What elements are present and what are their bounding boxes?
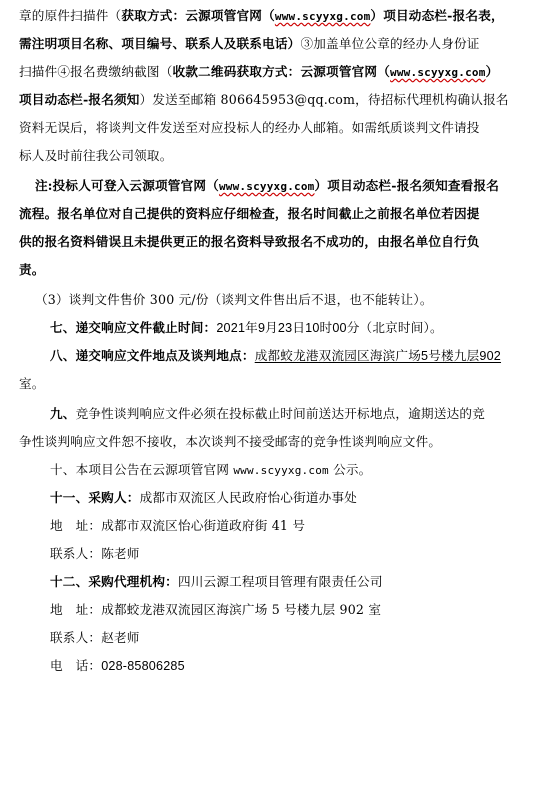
text-bold: ） xyxy=(485,64,499,79)
text: 公示。 xyxy=(328,462,372,477)
text-bold: ）项目动态栏-报名须知查看报名 xyxy=(314,178,500,193)
field-label: 电 话： xyxy=(50,658,102,673)
para1-line3 xyxy=(19,58,545,87)
section-12-phone xyxy=(50,652,557,680)
text: 争性谈判响应文件恕不接收，本次谈判不接受邮寄的竞争性谈判响应文件。 xyxy=(19,434,442,449)
field-label: 地 址： xyxy=(50,518,102,533)
para1-line4 xyxy=(19,86,545,114)
field-label: 地 址： xyxy=(50,602,102,617)
agency-name: 四川云源工程项目管理有限责任公司 xyxy=(177,574,383,589)
purchaser-address: 成都市双流区怡心街道政府街 41 号 xyxy=(101,518,306,533)
section-8-line2 xyxy=(19,370,545,398)
website-url[interactable]: www.scyyxg.com xyxy=(274,10,371,23)
text: （3）谈判文件售价 300 元/份（谈判文件售出后不退，也不能转让）。 xyxy=(35,292,433,307)
text-bold: 流程。报名单位对自己提供的资料应仔细检查，报名时间截止之前报名单位若因提 xyxy=(19,206,480,221)
para1-line2 xyxy=(19,30,545,58)
text: ）发送至邮箱 806645953@qq.com，待招标代理机构确认报名 xyxy=(139,92,509,107)
note-line2 xyxy=(19,200,545,228)
text: 标人及时前往我公司领取。 xyxy=(19,148,173,163)
text: 章的原件扫描件（ xyxy=(19,8,122,23)
section-7 xyxy=(50,314,557,342)
agency-address: 成都蛟龙港双流园区海滨广场 5 号楼九层 902 室 xyxy=(101,602,382,617)
section-label: 八、递交响应文件地点及谈判地点： xyxy=(50,348,255,363)
purchaser-name: 成都市双流区人民政府怡心街道办事处 xyxy=(139,490,358,505)
section-label: 九、 xyxy=(50,406,76,421)
text-bold: 项目动态栏-报名须知 xyxy=(19,92,140,107)
price-line xyxy=(35,286,557,314)
section-11 xyxy=(50,484,557,512)
section-12-contact xyxy=(50,624,557,652)
text: 十、本项目公告在云源项管官网 xyxy=(50,462,234,477)
section-label: 十二、采购代理机构： xyxy=(50,574,178,589)
field-label: 联系人： xyxy=(50,546,102,561)
text-bold: ）项目动态栏-报名表， xyxy=(370,8,504,23)
text: 资料无误后，将谈判文件发送至对应投标人的经办人邮箱。如需纸质谈判文件请投 xyxy=(19,120,480,135)
purchaser-contact: 陈老师 xyxy=(101,546,140,561)
text-bold: 责。 xyxy=(19,262,45,277)
note-line3 xyxy=(19,228,545,256)
note-line1 xyxy=(35,172,557,201)
text-bold: 供的报名资料错误且未提供更正的报名资料导致报名不成功的，由报名单位自行负 xyxy=(19,234,480,249)
section-11-contact xyxy=(50,540,557,568)
section-10 xyxy=(50,456,557,485)
agency-phone: 028-85806285 xyxy=(101,659,185,673)
section-value: 室。 xyxy=(19,377,45,391)
section-value: 2021年9月23日10时00分（北京时间）。 xyxy=(216,321,443,335)
para1-line1 xyxy=(19,2,545,31)
text: 竞争性谈判响应文件必须在投标截止时间前送达开标地点，逾期送达的竞 xyxy=(75,406,485,421)
text-bold: 获取方式：云源项管官网（ xyxy=(121,8,275,23)
field-label: 联系人： xyxy=(50,630,102,645)
website-url[interactable]: www.scyyxg.com xyxy=(233,464,329,477)
text-bold: 注:投标人可登入云源项管官网（ xyxy=(35,178,219,193)
para1-line6 xyxy=(19,142,545,170)
section-9-line1 xyxy=(50,400,557,428)
text: 扫描件④报名费缴纳截图（ xyxy=(19,64,173,79)
text: ③加盖单位公章的经办人身份证 xyxy=(300,36,480,51)
text-bold: 需注明项目名称、项目编号、联系人及联系电话） xyxy=(19,36,301,51)
section-12-address xyxy=(50,596,557,624)
section-8 xyxy=(50,342,557,370)
website-url[interactable]: www.scyyxg.com xyxy=(218,180,315,193)
note-line4 xyxy=(19,256,545,284)
section-label: 十一、采购人： xyxy=(50,490,140,505)
section-12 xyxy=(50,568,557,596)
website-url[interactable]: www.scyyxg.com xyxy=(390,66,486,79)
section-value: 成都蛟龙港双流园区海滨广场5号楼九层902 xyxy=(254,349,502,363)
section-9-line2 xyxy=(19,428,545,456)
section-label: 七、递交响应文件截止时间： xyxy=(50,320,217,335)
section-11-address xyxy=(50,512,557,540)
text-bold: 收款二维码获取方式：云源项管官网（ xyxy=(172,64,391,79)
agency-contact: 赵老师 xyxy=(101,630,140,645)
para1-line5 xyxy=(19,114,545,142)
